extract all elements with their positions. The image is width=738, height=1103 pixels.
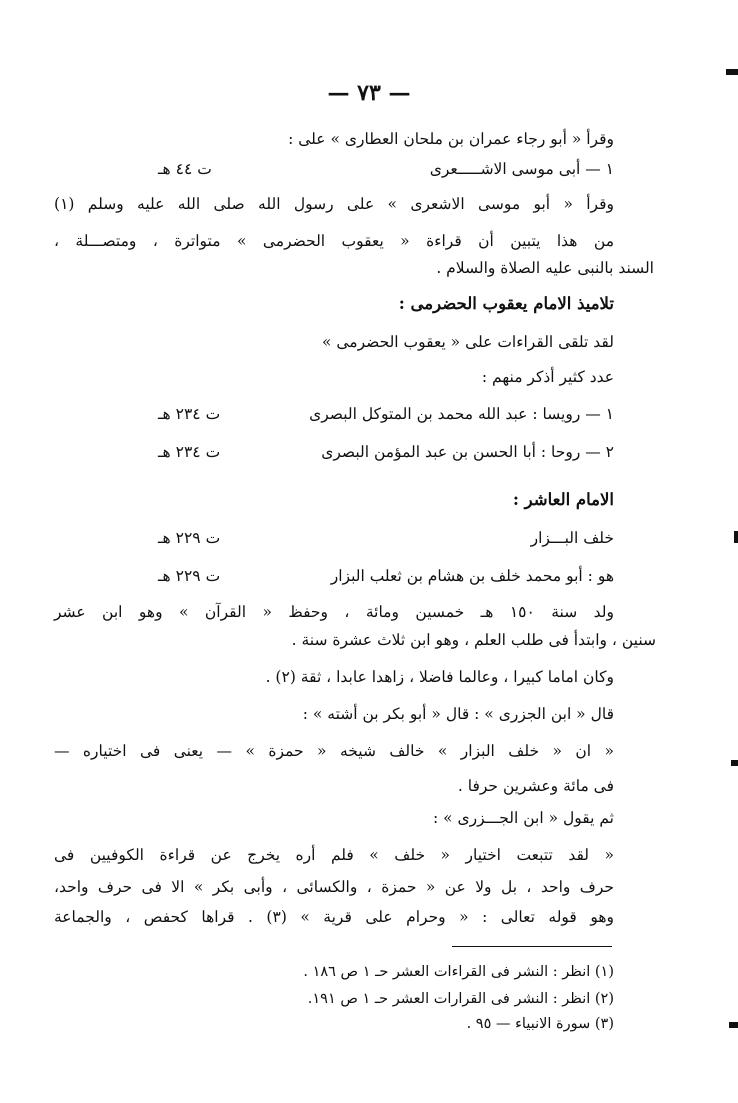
text-line: قال « ابن الجزرى » : قال « أبو بكر بن أشته » : bbox=[302, 705, 614, 723]
text-line: ثم يقول « ابن الجـــزرى » : bbox=[432, 809, 614, 827]
scan-edge-mark bbox=[731, 760, 738, 766]
scan-edge-mark bbox=[726, 69, 738, 75]
quote-line: « ان « خلف البزار » خالف شيخه « حمزة » — يعنى فى اختياره — bbox=[54, 742, 614, 760]
death-date: ت ٢٣٤ هـ bbox=[158, 405, 221, 423]
text-line: من هذا يتبين أن قراءة « يعقوب الحضرمى » متواترة ، ومتصـــلة ، bbox=[54, 232, 614, 250]
text-line: سنين ، وابتدأ فى طلب العلم ، وهو ابن ثلاث عشرة سنة . bbox=[291, 631, 656, 649]
text-line: هو : أبو محمد خلف بن هشام بن ثعلب البزار bbox=[330, 567, 614, 585]
quote-line: فى مائة وعشرين حرفا . bbox=[457, 777, 614, 795]
death-date: ت ٢٢٩ هـ bbox=[158, 567, 221, 585]
text-line: وكان اماما كبيرا ، وعالما فاضلا ، زاهدا عابدا ، ثقة (٢) . bbox=[265, 668, 614, 686]
text-line: وقرأ « أبو موسى الاشعرى » على رسول الله صلى الله عليه وسلم (١) bbox=[54, 195, 614, 213]
death-date: ت ٤٤ هـ bbox=[158, 160, 212, 178]
footnote: (١) انظر : النشر فى القراءات العشر حـ ١ ص ١٨٦ . bbox=[303, 964, 614, 980]
text-line: عدد كثير أذكر منهم : bbox=[481, 368, 614, 386]
quote-line: وهو قوله تعالى : « وحرام على قرية » (٣) . قراها كحفص ، والجماعة bbox=[54, 908, 614, 926]
quote-line: « لقد تتبعت اختيار « خلف » فلم أره يخرج عن قراءة الكوفيين فى bbox=[54, 846, 614, 864]
footnote: (٢) انظر : النشر فى القرارات العشر حـ ١ ص ١٩١. bbox=[307, 991, 614, 1007]
page-number: — ٧٣ — bbox=[327, 80, 411, 106]
student-item: ١ — رويسا : عبد الله محمد بن المتوكل البصرى bbox=[309, 405, 614, 423]
text-line: السند بالنبى عليه الصلاة والسلام . bbox=[436, 259, 654, 277]
text-line: ولد سنة ١٥٠ هـ خمسين ومائة ، وحفظ « القرآن » وهو ابن عشر bbox=[54, 603, 614, 621]
section-heading: تلاميذ الامام يعقوب الحضرمى : bbox=[398, 294, 614, 313]
text-line: لقد تلقى القراءات على « يعقوب الحضرمى » bbox=[321, 333, 614, 351]
section-heading: الامام العاشر : bbox=[512, 490, 614, 509]
text-line: وقرأ « أبو رجاء عمران بن ملحان العطارى » على : bbox=[288, 130, 614, 148]
quote-line: حرف واحد ، بل ولا عن « حمزة ، والكسائى ، وأبى بكر » الا فى حرف واحد، bbox=[54, 878, 614, 896]
chain-item: ١ — أبى موسى الاشـــــعرى bbox=[429, 160, 614, 178]
footnote: (٣) سورة الانبياء — ٩٥ . bbox=[466, 1016, 614, 1032]
death-date: ت ٢٢٩ هـ bbox=[158, 529, 221, 547]
scan-edge-mark bbox=[729, 1022, 738, 1028]
scan-edge-mark bbox=[734, 531, 738, 543]
footnote-divider bbox=[452, 946, 612, 947]
death-date: ت ٢٣٤ هـ bbox=[158, 443, 221, 461]
text-line: خلف البـــزار bbox=[530, 529, 614, 547]
student-item: ٢ — روحا : أبا الحسن بن عبد المؤمن البصرى bbox=[321, 443, 614, 461]
